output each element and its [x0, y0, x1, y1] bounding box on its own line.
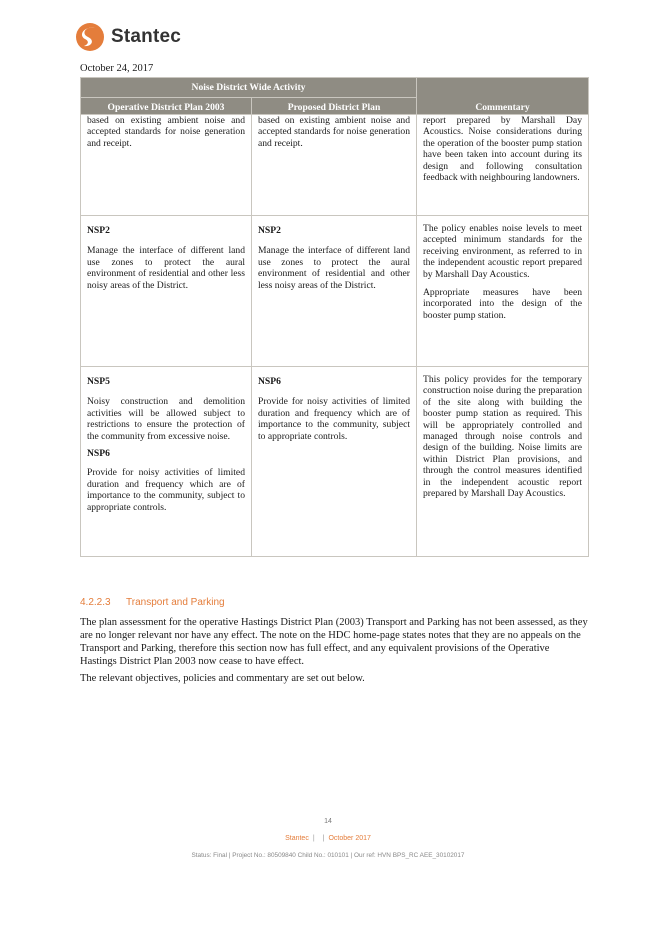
- noise-policy-table: [80, 77, 589, 557]
- stantec-wordmark: Stantec: [111, 26, 182, 47]
- table-row: [81, 367, 589, 557]
- cell-text: based on existing ambient noise and accepted standards for noise generation and receipt.: [87, 115, 245, 149]
- policy-code: NSP2: [258, 225, 281, 236]
- table-cell: [417, 216, 589, 367]
- stantec-swirl-icon: [75, 22, 105, 52]
- policy-code: NSP6: [87, 448, 110, 460]
- section-number: 4.2.2.3: [80, 597, 111, 608]
- table-group-header: Noise District Wide Activity: [81, 78, 417, 98]
- footer-company: Stantec: [285, 835, 309, 842]
- table-cell: [252, 115, 417, 216]
- policy-code: NSP2: [87, 225, 110, 236]
- footer-separator: |: [312, 835, 315, 842]
- policy-text: Provide for noisy activities of limited duration and frequency which are of importance to the community, subject to appropriate controls.: [87, 467, 245, 513]
- table-cell: [417, 115, 589, 216]
- column-header-operative: Operative District Plan 2003: [81, 98, 252, 115]
- section-heading: [80, 597, 225, 608]
- table-cell: [417, 367, 589, 557]
- table-cell: [81, 367, 252, 557]
- table-cell: [252, 216, 417, 367]
- table-cell: [81, 216, 252, 367]
- column-header-commentary: Commentary: [417, 78, 589, 115]
- footer-line: [0, 835, 656, 842]
- body-paragraph: The relevant objectives, policies and commentary are set out below.: [80, 673, 365, 684]
- table-cell: [252, 367, 417, 557]
- policy-text: Manage the interface of different land use zones to protect the aural environment of residential and other less noisy areas of the District.: [87, 245, 245, 291]
- stantec-logo: [75, 22, 181, 52]
- policy-code: NSP6: [258, 376, 281, 387]
- policy-code: NSP5: [87, 376, 110, 387]
- section-title: Transport and Parking: [126, 597, 225, 608]
- cell-text: report prepared by Marshall Day Acoustics. Noise considerations during the operation of the booster pump station have been taken into account during its design and following consultation feedback with neighbouring landowners.: [423, 115, 582, 184]
- page-number: 14: [324, 818, 332, 825]
- policy-text: Manage the interface of different land use zones to protect the aural environment of residential and other less noisy areas of the District.: [258, 245, 410, 291]
- body-paragraph: The plan assessment for the operative Hastings District Plan (2003) Transport and Parking has not been assessed, as they are no longer relevant nor have any effect. The note on the HDC home-page states notes that they are no appeals on the Transport and Parking, therefore this section now has full effect, and any equivalent provisions of the Operative Hastings District Plan 2003 now cease to have effect.: [80, 617, 588, 667]
- policy-text: Noisy construction and demolition activities will be allowed subject to restrictions to ensure the protection of the community from excessive noise.: [87, 396, 245, 442]
- table-row: [81, 216, 589, 367]
- document-date: October 24, 2017: [80, 63, 154, 74]
- commentary-text: The policy enables noise levels to meet accepted minimum standards for the receiving environment, as referred to in the independent acoustic report prepared by Marshall Day Acoustics.: [423, 223, 582, 280]
- table-cell: [81, 115, 252, 216]
- commentary-text: This policy provides for the temporary construction noise during the preparation of the site along with building the booster pump station as required. This will be appropriately controlled and managed through noise controls and design of the building. Noise limits are within District Plan provisions, and through the control measures identified in the independent acoustic report prepared by Marshall Day Acoustics.: [423, 374, 582, 500]
- table-row: [81, 115, 589, 216]
- policy-text: Provide for noisy activities of limited duration and frequency which are of importance to the community, subject to appropriate controls.: [258, 396, 410, 442]
- footer-status: Status: Final | Project No.: 80509840 Child No.: 010101 | Our ref: HVN BPS_RC AEE_30102017: [191, 852, 465, 859]
- commentary-text: Appropriate measures have been incorporated into the design of the booster pump station.: [423, 287, 582, 321]
- footer-date: October 2017: [328, 835, 371, 842]
- footer-separator: |: [322, 835, 325, 842]
- cell-text: based on existing ambient noise and accepted standards for noise generation and receipt.: [258, 115, 410, 149]
- column-header-proposed: Proposed District Plan: [252, 98, 417, 115]
